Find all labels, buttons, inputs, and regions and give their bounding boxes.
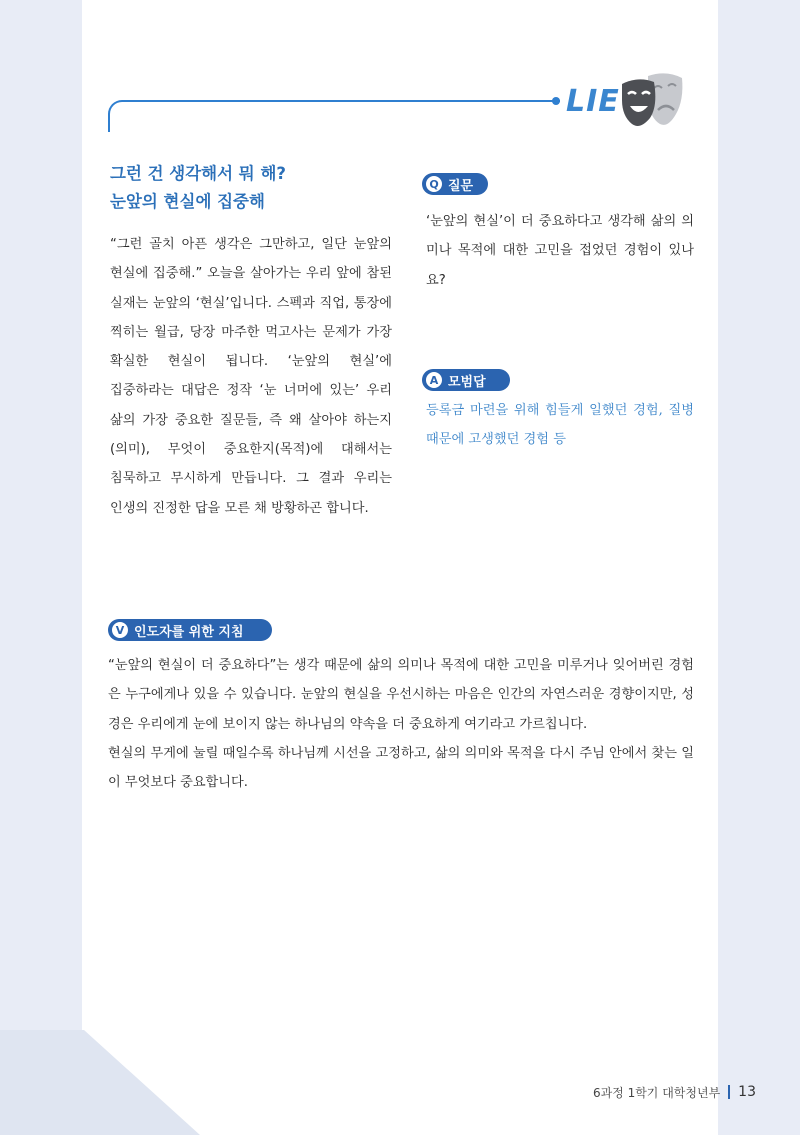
answer-letter-icon: A [425,371,443,389]
leader-guide-badge [108,619,272,641]
left-background-band [0,0,82,1135]
footer-course-label: 6과정 1학기 대학청년부 [592,1085,721,1100]
footer-divider [728,1085,730,1099]
guide-paragraph: 현실의 무게에 눌릴 때일수록 하나님께 시선을 고정하고, 삶의 의미와 목적을 다시 주님 안에서 찾는 일이 무엇보다 중요합니다. [108,745,694,791]
header-rule [108,100,560,132]
section-heading [110,160,400,216]
model-answer-text: 등록금 마련을 위해 힘들게 일했던 경험, 질병 때문에 고생했던 경험 등 [426,403,694,448]
answer-badge [422,369,510,391]
section-heading-line-2: 눈앞의 현실에 집중해 [110,192,265,211]
question-letter-icon: Q [425,175,443,193]
header-rule-dot [552,97,560,105]
page-fold-decoration [0,1030,200,1135]
section-body-text: “그런 골치 아픈 생각은 그만하고, 일단 눈앞의 현실에 집중해.” 오늘을 살아가는 우리 앞에 참된 실재는 눈앞의 ‘현실’입니다. 스펙과 직업, 통장에 찍히는 월급, 당장 마주한 먹고사는 문제가 가장 확실한 현실이 됩니다. ‘눈앞의 현실’에 집중하라는 대답은 정작 ‘눈 너머에 있는’ 우리 삶의 가장 중요한 질문들, 즉 왜 살아야 하는지(의미), 무엇이 중요한지(목적)에 대해서는 침묵하고 무시하게 만듭니다. 그 결과 우리는 인생의 진정한 답을 모른 채 방황하곤 합니다. [110,237,392,516]
question-text: ‘눈앞의 현실’이 더 중요하다고 생각해 삶의 의미나 목적에 대한 고민을 접었던 경험이 있나요? [426,214,694,288]
section-heading-line-1: 그런 건 생각해서 뭐 해? [110,164,286,183]
page-footer [560,1081,756,1103]
theater-masks-icon [620,70,686,132]
guide-paragraph: “눈앞의 현실이 더 중요하다”는 생각 때문에 삶의 의미나 목적에 대한 고민을 미루거나 잊어버린 경험은 누구에게나 있을 수 있습니다. 눈앞의 현실을 우선시하는 마음은 인간의 자연스러운 경향이지만, 성경은 우리에게 눈에 보이지 않는 하나님의 약속을 더 중요하게 여기라고 가르칩니다. [108,658,694,732]
right-background-band [718,0,800,1135]
answer-badge-label: 모범답 [448,374,486,390]
question-badge [422,173,488,195]
page-number: 13 [738,1084,756,1100]
guide-letter-icon: V [111,621,129,639]
leader-guide-badge-label: 인도자를 위한 지침 [134,624,244,640]
question-badge-label: 질문 [448,178,474,194]
section-title: LIE [566,84,620,119]
leader-guide-text [108,651,694,797]
